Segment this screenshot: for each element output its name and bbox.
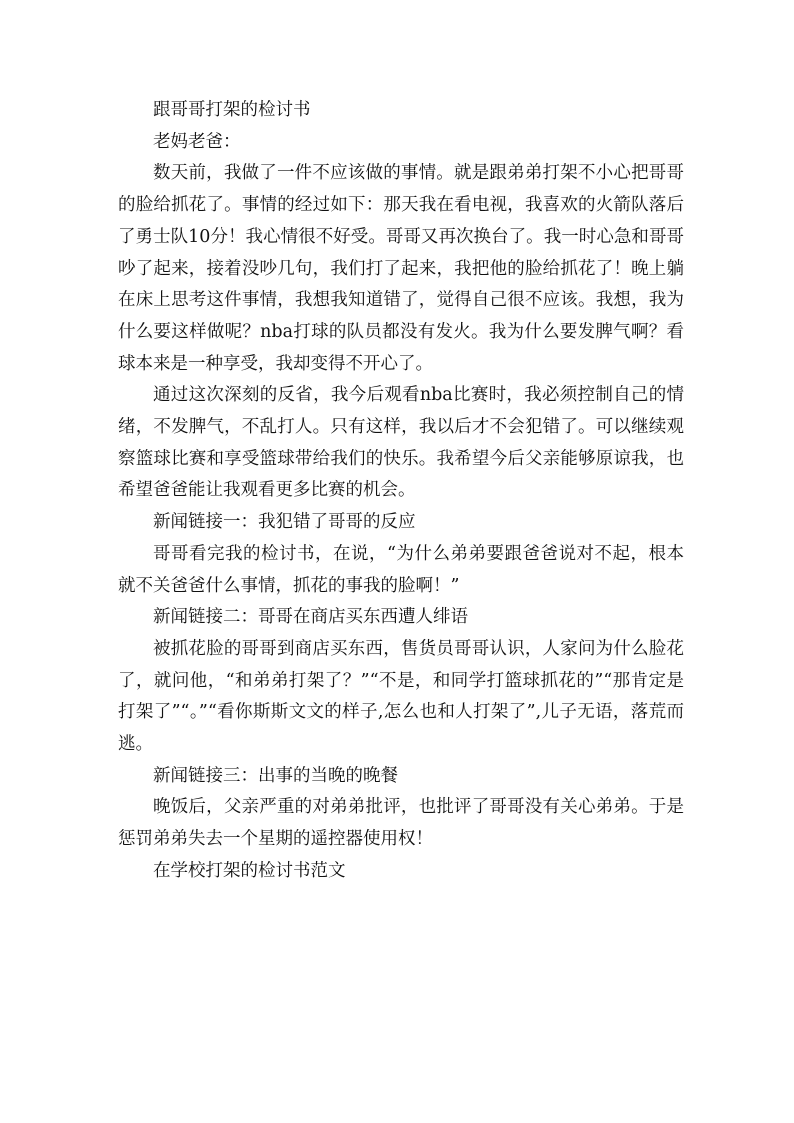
document-title: 跟哥哥打架的检讨书 [153,100,311,120]
document-body [118,95,684,888]
section-heading-news-3: 新闻链接三：出事的当晚的晚餐 [153,765,398,786]
section-heading-news-2: 新闻链接二：哥哥在商店买东西遭人绯语 [153,607,468,628]
next-title: 在学校打架的检讨书范文 [153,860,346,881]
paragraph-news-1: 哥哥看完我的检讨书，在说，“为什么弟弟要跟爸爸说对不起，根本就不关爸爸什么事情，抓花的事我的脸啊！” [118,543,684,596]
paragraph-incident: 数天前，我做了一件不应该做的事情。就是跟弟弟打架不小心把哥哥的脸给抓花了。事情的经过如下：那天我在看电视，我喜欢的火箭队落后了勇士队10分！我心情很不好受。哥哥又再次换台了。我一时心急和哥哥吵了起来，接着没吵几句，我们打了起来，我把他的脸给抓花了！晚上躺在床上思考这件事情，我想我知道错了，觉得自己很不应该。我想，我为什么要这样做呢？nba打球的队员都没有发火。我为什么要发脾气啊？看球本来是一种享受，我却变得不开心了。 [118,163,684,374]
paragraph-reflection: 通过这次深刻的反省，我今后观看nba比赛时，我必须控制自己的情绪，不发脾气，不乱打人。只有这样，我以后才不会犯错了。可以继续观察篮球比赛和享受篮球带给我们的快乐。我希望今后父亲能够原谅我，也希望爸爸能让我观看更多比赛的机会。 [118,385,684,501]
paragraph-news-2: 被抓花脸的哥哥到商店买东西，售货员哥哥认识，人家问为什么脸花了，就问他，“和弟弟打架了？”“不是，和同学打篮球抓花的”“那肯定是打架了”“。”“看你斯斯文文的样子,怎么也和人打架了”,儿子无语，落荒而逃。 [118,638,684,755]
section-heading-news-1: 新闻链接一：我犯错了哥哥的反应 [153,512,416,533]
salutation: 老妈老爸： [153,131,241,152]
paragraph-news-3: 晚饭后，父亲严重的对弟弟批评，也批评了哥哥没有关心弟弟。于是惩罚弟弟失去一个星期的遥控器使用权！ [118,797,684,850]
